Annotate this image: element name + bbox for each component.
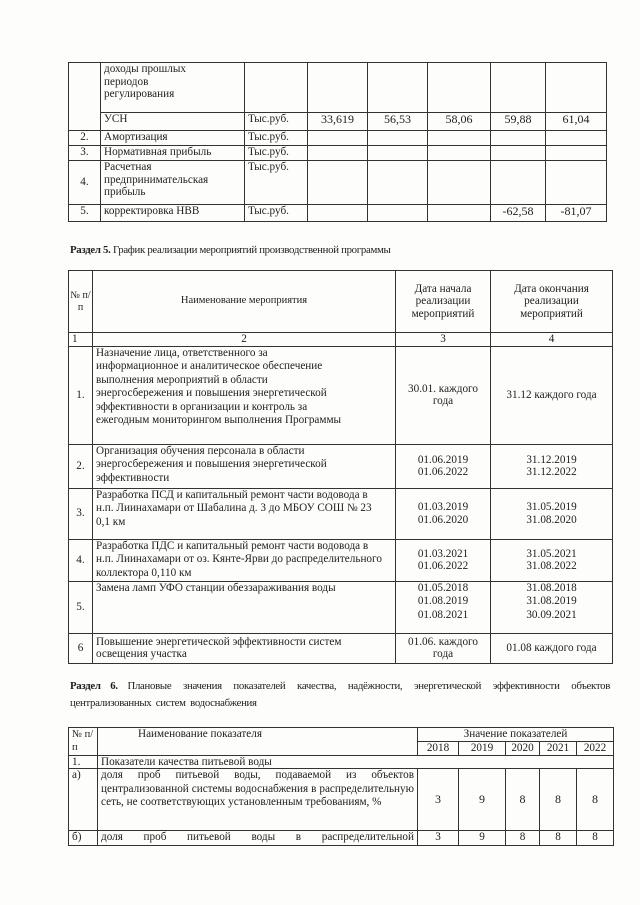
- cell: [546, 63, 607, 113]
- cell: [546, 131, 607, 146]
- group-row: [69, 755, 614, 769]
- cell: 8: [506, 831, 540, 846]
- schedule-table: [68, 270, 613, 664]
- cell: [491, 146, 546, 161]
- row-name: Повышение энергетической эффективности систем освещения участка: [93, 633, 396, 663]
- cell: [308, 146, 368, 161]
- table-row: [69, 205, 607, 222]
- cell: 3: [418, 831, 459, 846]
- row-name: Амортизация: [101, 131, 245, 146]
- cell: [368, 161, 428, 205]
- row-num: 2.: [69, 131, 101, 146]
- group-name: Показатели качества питьевой воды: [98, 755, 614, 769]
- cell: 8: [506, 769, 540, 831]
- table-row: [69, 161, 607, 205]
- cell: [491, 63, 546, 113]
- row-end: 01.08 каждого года: [491, 633, 613, 663]
- header-name: Наименование мероприятия: [93, 271, 396, 333]
- table-row: [69, 488, 613, 539]
- cell: 9: [459, 831, 506, 846]
- row-num: 4.: [69, 539, 93, 581]
- row-num: а): [69, 769, 98, 831]
- row-end: 31.12 каждого года: [491, 346, 613, 444]
- section5-title: График реализации мероприятий производственной программы: [112, 244, 391, 256]
- cell: 8: [577, 831, 614, 846]
- cell: [428, 131, 491, 146]
- row-name: доля проб питьевой воды, подаваемой из объектов централизованной системы водоснабжения в распределительную сеть, не соответствующих установленным требованиям, %: [98, 769, 418, 831]
- row-name: Замена ламп УФО станции обеззараживания воды: [93, 581, 396, 633]
- row-name: Разработка ПСД и капитальный ремонт части водовода в н.п. Лиинахамари от Шабалина д. 3 до МБОУ СОШ № 23 0,1 км: [93, 488, 396, 539]
- cell: [308, 63, 368, 113]
- row-unit: Тыс.руб.: [245, 161, 308, 205]
- cell: [491, 131, 546, 146]
- cell: 56,53: [368, 113, 428, 131]
- row-start: 30.01. каждого года: [396, 346, 491, 444]
- cell: 58,06: [428, 113, 491, 131]
- row-name: Нормативная прибыль: [101, 146, 245, 161]
- cell: [368, 205, 428, 222]
- header-end: Дата окончания реализации мероприятий: [491, 271, 613, 333]
- table-row: [69, 131, 607, 146]
- row-name: доля проб питьевой воды в распределительной: [98, 831, 418, 846]
- row-name: Разработка ПДС и капитальный ремонт части водовода в н.п. Лиинахамари от оз. Кянте-Ярви до распределительного коллектора 0,110 км: [93, 539, 396, 581]
- cell: 8: [540, 769, 577, 831]
- cell: [491, 161, 546, 205]
- column-number-row: [69, 333, 613, 347]
- row-start: 01.06.2019 01.06.2022: [396, 444, 491, 488]
- table-header-row: [69, 271, 613, 333]
- row-unit: Тыс.руб.: [245, 113, 308, 131]
- row-start: 01.05.2018 01.08.2019 01.08.2021: [396, 581, 491, 633]
- table-row: [69, 444, 613, 488]
- table-row: [69, 63, 607, 113]
- row-start: 01.06. каждого года: [396, 633, 491, 663]
- cell: [368, 63, 428, 113]
- row-name: корректировка НВВ: [101, 205, 245, 222]
- section5-label: Раздел 5.: [70, 244, 111, 256]
- row-name: Назначение лица, ответственного за информационное и аналитическое обеспечение выполнения мероприятий в области энергосбережения и повышения энергетической эффективности в организации и контроль за ежегодным мониторингом выполнения Программы: [93, 346, 396, 444]
- cell: -81,07: [546, 205, 607, 222]
- section6-label: Раздел 6.: [70, 680, 118, 692]
- col-number: 3: [396, 333, 491, 347]
- header-name: Наименование показателя: [98, 728, 418, 756]
- row-num: 5.: [69, 581, 93, 633]
- cell: [546, 146, 607, 161]
- table-row: [69, 113, 607, 131]
- col-number: 4: [491, 333, 613, 347]
- row-name: Расчетная предпринимательская прибыль: [101, 161, 245, 205]
- cell: [368, 146, 428, 161]
- row-name: Организация обучения персонала в области энергосбережения и повышения энергетической эффективности: [93, 444, 396, 488]
- cell: 9: [459, 769, 506, 831]
- cell: -62,58: [491, 205, 546, 222]
- section5-heading: [70, 244, 391, 256]
- table-header-row: [69, 728, 614, 742]
- cell: [308, 131, 368, 146]
- cell: [428, 161, 491, 205]
- row-name: доходы прошлых периодов регулирования: [101, 63, 245, 113]
- cell: [308, 205, 368, 222]
- cell: 3: [418, 769, 459, 831]
- year: 2021: [540, 741, 577, 755]
- indicators-table: [68, 727, 614, 846]
- cell: 33,619: [308, 113, 368, 131]
- row-num: 5.: [69, 205, 101, 222]
- header-num: № п/п: [69, 271, 93, 333]
- table-row: [69, 346, 613, 444]
- cell: [368, 131, 428, 146]
- cell: 8: [577, 769, 614, 831]
- cell: 61,04: [546, 113, 607, 131]
- cell: [308, 161, 368, 205]
- year: 2018: [418, 741, 459, 755]
- row-end: 31.05.2019 31.08.2020: [491, 488, 613, 539]
- group-num: 1.: [69, 755, 98, 769]
- row-num: 4.: [69, 161, 101, 205]
- table-row: [69, 146, 607, 161]
- cell: 59,88: [491, 113, 546, 131]
- cell: [546, 161, 607, 205]
- row-end: 31.05.2021 31.08.2022: [491, 539, 613, 581]
- row-num: 1.: [69, 346, 93, 444]
- row-num: 3.: [69, 488, 93, 539]
- table-row: [69, 831, 614, 846]
- header-values: Значение показателей: [418, 728, 614, 742]
- section6-title: Плановые значения показателей качества, надёжности, энергетической эффективности объектов централизованных систем водоснабжения: [70, 680, 610, 709]
- row-start: 01.03.2019 01.06.2020: [396, 488, 491, 539]
- row-unit: Тыс.руб.: [245, 131, 308, 146]
- col-number: 2: [93, 333, 396, 347]
- row-start: 01.03.2021 01.06.2022: [396, 539, 491, 581]
- col-number: 1: [69, 333, 93, 347]
- row-num: 2.: [69, 444, 93, 488]
- year: 2020: [506, 741, 540, 755]
- row-name: УСН: [101, 113, 245, 131]
- cell: [428, 205, 491, 222]
- year: 2022: [577, 741, 614, 755]
- header-start: Дата начала реализации мероприятий: [396, 271, 491, 333]
- table-row: [69, 633, 613, 663]
- section6-heading: [70, 678, 610, 712]
- row-num: 3.: [69, 146, 101, 161]
- table-row: [69, 539, 613, 581]
- row-num: б): [69, 831, 98, 846]
- year: 2019: [459, 741, 506, 755]
- row-end: 31.12.2019 31.12.2022: [491, 444, 613, 488]
- cell: 8: [540, 831, 577, 846]
- cell: [428, 63, 491, 113]
- row-end: 31.08.2018 31.08.2019 30.09.2021: [491, 581, 613, 633]
- row-num: 6: [69, 633, 93, 663]
- table-row: [69, 581, 613, 633]
- row-unit: Тыс.руб.: [245, 205, 308, 222]
- header-num: № п/п: [69, 728, 98, 756]
- cell: [428, 146, 491, 161]
- row-num: [69, 63, 101, 131]
- table-row: [69, 769, 614, 831]
- row-unit: [245, 63, 308, 113]
- finance-table: [68, 62, 607, 222]
- row-unit: Тыс.руб.: [245, 146, 308, 161]
